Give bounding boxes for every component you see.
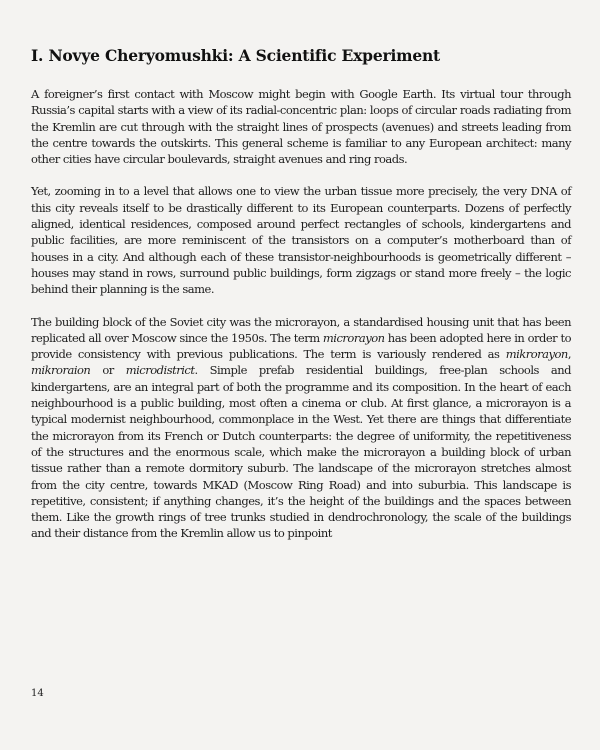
italic-term: mikrorayon xyxy=(505,347,568,362)
italic-term: mikroraion xyxy=(31,363,91,378)
paragraph-google-earth: A foreigner’s first contact with Moscow might begin with Google Earth. Its virtual tour through Russia’s capital starts with a view of its radial-concentric plan: loops of circular roads radiating from the Kremlin are cut through with the straight lines of prospects (avenues) and streets leading from the centre towards the outskirts. This general scheme is familiar to any European architect: many other cities have circular boulevards, straight avenues and ring roads. xyxy=(31,87,571,167)
paragraph-text: or xyxy=(90,363,126,378)
paragraph-text: , xyxy=(567,347,571,362)
paragraph-text: . Simple prefab residential buildings, free-plan schools and kindergartens, are an integral part of both the programme and its composition. In the heart of each neighbourhood is a public building, most often a cinema or club. At first glance, a microrayon is a typical modernist neighbourhood, commonplace in the West. Yet there are things that differentiate the microrayon from its French or Dutch counterparts: the degree of uniformity, the repetitiveness of the structures and the enormous scale, which make the microrayon a building block of urban tissue rather than a remote dormitory suburb. The landscape of the microrayon stretches almost from the city centre, towards MKAD (Moscow Ring Road) and into suburbia. This landscape is repetitive, consistent; if anything changes, it’s the height of the buildings and the spaces between them. Like the growth rings of tree trunks studied in dendrochronology, the scale of the buildings and their distance from the Kremlin allow us to pinpoint xyxy=(31,363,572,541)
page-number: 14 xyxy=(31,688,44,699)
paragraph-microrayon xyxy=(31,314,571,542)
italic-term: microrayon xyxy=(322,330,385,345)
body-text xyxy=(31,86,571,558)
italic-term: microdistrict xyxy=(125,363,195,378)
paragraph-text: has been adopted here in order to provide consistency with previous publications. The term is variously rendered as xyxy=(31,330,571,362)
paragraph-urban-tissue: Yet, zooming in to a level that allows one to view the urban tissue more precisely, the very DNA of this city reveals itself to be drastically different to its European counterparts. Dozens of perfectly aligned, identical residences, composed around perfect rectangles of schools, kindergartens and public facilities, are more reminiscent of the transistors on a computer’s motherboard than of houses in a city. And although each of these transistor-neighbourhoods is geometrically different – houses may stand in rows, surround public buildings, form zigzags or stand more freely – the logic behind their planning is the same. xyxy=(31,184,571,297)
section-heading: I. Novye Cheryomushki: A Scientific Experiment xyxy=(31,46,441,65)
paragraph-text: The building block of the Soviet city was the microrayon, a standardised housing unit that has been replicated all over Moscow since the 1950s. The term xyxy=(31,314,571,345)
